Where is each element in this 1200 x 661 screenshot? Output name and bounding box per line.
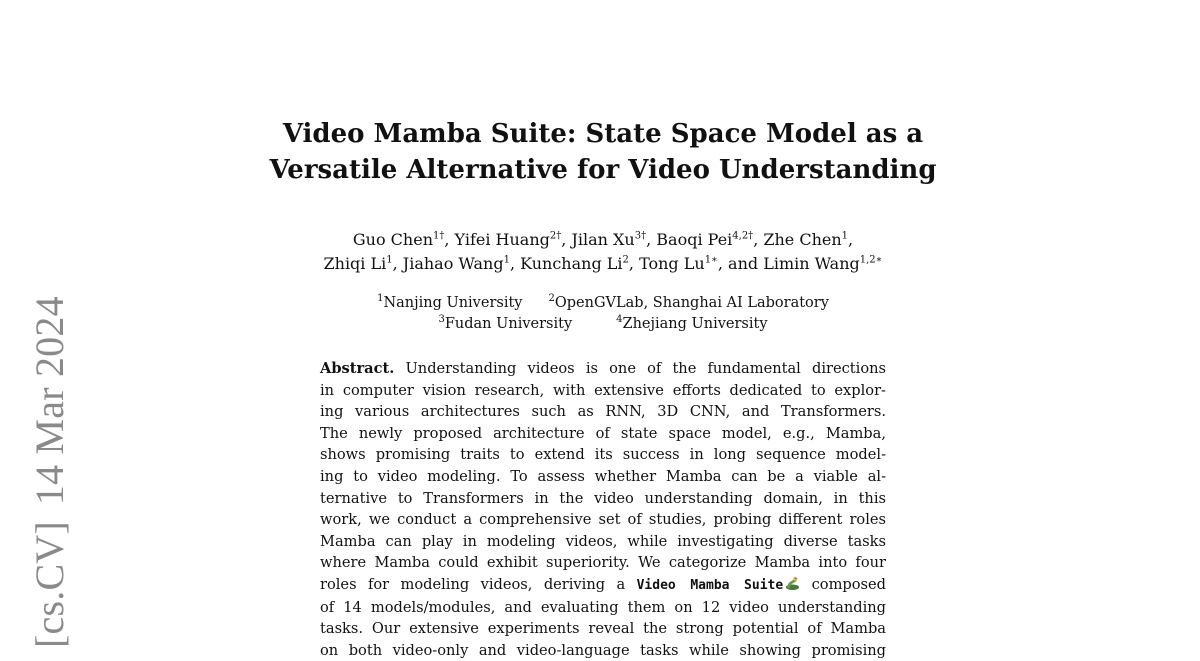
abstract-text: roles for modeling videos, deriving a — [320, 575, 626, 593]
author-separator: , — [646, 230, 657, 249]
abstract-line — [320, 574, 886, 597]
abstract-line: tasks. Our extensive experiments reveal the strong potential of Mamba — [320, 620, 886, 638]
abstract-line: The newly proposed architecture of state space model, e.g., Mamba, — [320, 424, 886, 442]
author-affiliation-marker: 1 — [386, 254, 393, 266]
paper-title — [250, 116, 956, 188]
author: Yifei Huang — [454, 230, 550, 249]
title-line-2: Versatile Alternative for Video Understanding — [269, 155, 937, 185]
affiliation: OpenGVLab, Shanghai AI Laboratory — [554, 295, 829, 311]
author: Jilan Xu — [571, 230, 635, 249]
author: Baoqi Pei — [656, 230, 733, 249]
author-affiliation-marker: 1,2∗ — [859, 254, 883, 266]
affiliation: Nanjing University — [383, 295, 523, 311]
author: Jiahao Wang — [402, 254, 504, 273]
author-separator: , — [628, 254, 640, 273]
abstract-line: where Mamba could exhibit superiority. We categorize Mamba into four — [320, 554, 886, 572]
arxiv-category: [cs.CV] — [27, 521, 72, 648]
abstract-text: composed — [811, 575, 887, 593]
author-separator: , — [392, 254, 403, 273]
affiliation: Zhejiang University — [622, 316, 768, 332]
author-line-1 — [240, 228, 966, 252]
author: Limin Wang — [763, 254, 860, 273]
author-list — [240, 228, 966, 276]
abstract-line — [320, 358, 886, 380]
author: Guo Chen — [352, 230, 433, 249]
affiliation-marker: 1 — [377, 293, 384, 305]
abstract-line: ternative to Transformers in the video understanding domain, in this — [320, 489, 886, 507]
abstract-line: Mamba can play in modeling videos, while investigating diverse tasks — [320, 532, 886, 550]
author-separator: , — [848, 230, 854, 249]
author-affiliation-marker: 4,2† — [732, 230, 754, 242]
abstract-line: in computer vision research, with extensive efforts dedicated to explor- — [320, 381, 886, 399]
author-affiliation-marker: 2† — [549, 230, 562, 242]
abstract-text: Understanding videos is one of the fundamental directions — [405, 360, 886, 377]
author-line-2 — [240, 252, 966, 276]
author-separator: , — [753, 230, 764, 249]
author-affiliation-marker: 1∗ — [704, 254, 718, 266]
author: Zhiqi Li — [323, 254, 387, 273]
affiliation-marker: 3 — [438, 314, 445, 326]
abstract — [320, 358, 886, 661]
abstract-line: shows promising traits to extend its success in long sequence model- — [320, 446, 886, 464]
abstract-line: of 14 models/modules, and evaluating them on 12 video understanding — [320, 598, 886, 616]
author-separator: , — [561, 230, 572, 249]
author: Kunchang Li — [520, 254, 623, 273]
author: Tong Lu — [639, 254, 705, 273]
affiliation-marker: 2 — [548, 293, 555, 305]
affiliation: Fudan University — [444, 316, 573, 332]
arxiv-stamp — [27, 296, 72, 648]
affiliation-line-1 — [290, 293, 916, 314]
affiliation-line-2 — [290, 314, 916, 335]
author-affiliation-marker: 1 — [503, 254, 510, 266]
affiliation-marker: 4 — [616, 314, 623, 326]
abstract-line: ing various architectures such as RNN, 3D CNN, and Transformers. — [320, 403, 886, 421]
title-line-1: Video Mamba Suite: State Space Model as a — [282, 119, 924, 149]
abstract-line: ing to video modeling. To assess whether Mamba can be a viable al- — [320, 467, 886, 485]
author-affiliation-marker: 1† — [433, 230, 445, 242]
author-affiliation-marker: 3† — [634, 230, 647, 242]
arxiv-date: 14 Mar 2024 — [27, 296, 72, 506]
abstract-line: on both video-only and video-language tasks while showing promising — [320, 641, 886, 659]
author-affiliation-marker: 2 — [622, 254, 629, 266]
author: Zhe Chen — [763, 230, 842, 249]
abstract-line: work, we conduct a comprehensive set of studies, probing different roles — [320, 511, 886, 529]
abstract-heading: Abstract. — [320, 360, 395, 377]
snake-icon — [785, 576, 800, 591]
affiliation-list — [290, 293, 916, 335]
author-affiliation-marker: 1 — [841, 230, 849, 242]
author-separator: , and — [717, 254, 764, 273]
suite-name: Video Mamba Suite — [636, 577, 784, 593]
author-separator: , — [509, 254, 521, 273]
author-separator: , — [444, 230, 455, 249]
